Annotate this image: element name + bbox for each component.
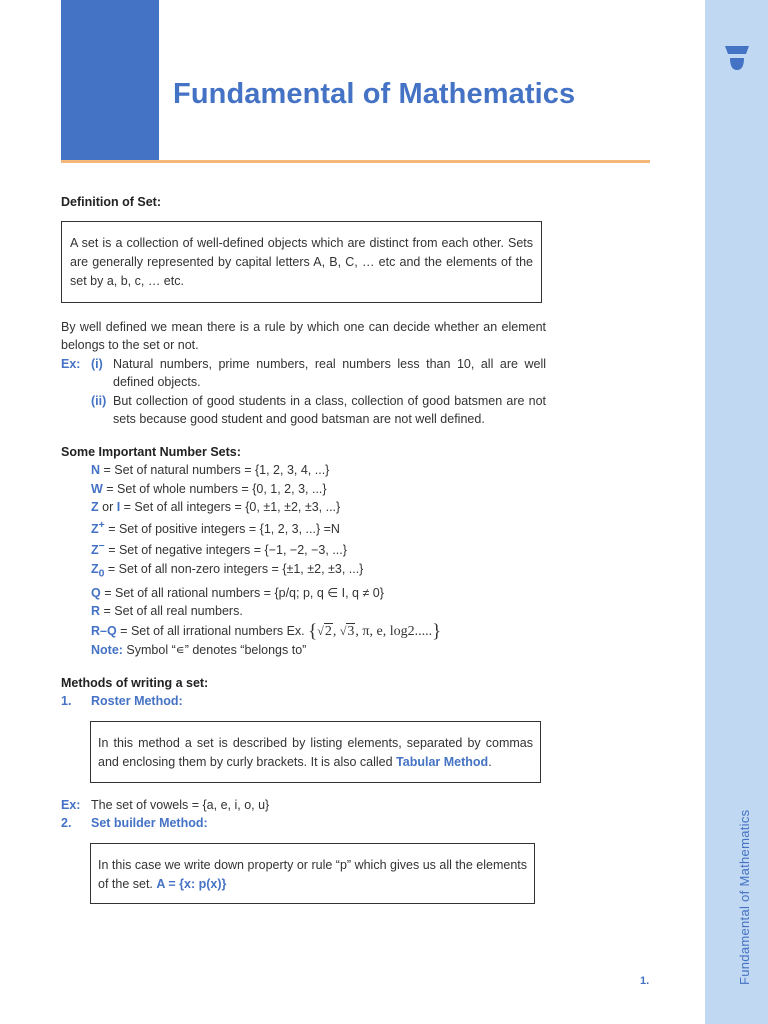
set-item-z-positive: [61, 517, 546, 539]
note-line: [61, 641, 546, 660]
roster-example-row: [61, 796, 546, 815]
example-text: But collection of good students in a class, collection of good batsmen are not sets because good student and good batsman are not well defined.: [113, 393, 546, 426]
page-number: 1.: [640, 975, 650, 987]
brace-open: {: [308, 620, 318, 642]
note-text: Symbol “∊” denotes “belongs to”: [122, 643, 307, 658]
set-or: or: [98, 500, 117, 514]
set-definition: = Set of all non-zero integers = {±1, ±2, ±3, ...}: [104, 561, 364, 576]
sqrt-sign: √: [339, 623, 347, 638]
main-content: [61, 193, 546, 904]
tabular-method-term: Tabular Method: [396, 754, 489, 769]
example-label: Ex:: [61, 356, 81, 371]
set-subscript: 0: [98, 568, 105, 580]
set-symbol: Q: [91, 585, 101, 600]
set-definition: = Set of whole numbers = {0, 1, 2, 3, ...}: [102, 481, 327, 496]
example-marker: (ii): [91, 393, 107, 408]
sqrt-radicand: 3: [347, 623, 355, 639]
set-definition: = Set of negative integers = {−1, −2, −3, ...}: [104, 543, 347, 558]
example-marker: (i): [91, 356, 103, 371]
number-sets-heading: Some Important Number Sets:: [61, 444, 241, 459]
set-builder-method-heading: [61, 814, 546, 833]
set-superscript: −: [98, 541, 105, 553]
method-number: 2.: [61, 816, 72, 831]
side-vertical-title: Fundamental of Mathematics: [737, 809, 752, 985]
definition-box: A set is a collection of well-defined objects which are distinct from each other. Sets are generally represented by capital letters A, B, C, … etc and the elements of the set by a, b, c, … etc.: [61, 221, 542, 303]
title-divider: [61, 160, 650, 163]
set-superscript: +: [98, 519, 105, 531]
math-separator: ,: [332, 623, 340, 639]
example-row-2: [61, 392, 546, 429]
set-item-z-nonzero: [61, 560, 546, 584]
set-item-w: [61, 480, 546, 499]
roster-method-box: [90, 721, 541, 783]
set-symbol: R–Q: [91, 623, 117, 638]
method-number: 1.: [61, 694, 72, 709]
set-item-q: [61, 584, 546, 603]
example-row-1: [61, 355, 546, 392]
definition-heading: Definition of Set:: [61, 195, 161, 209]
example-text: Natural numbers, prime numbers, real numbers less than 10, all are well defined objects.: [113, 356, 546, 389]
set-symbol: Z: [91, 521, 99, 536]
set-symbol: Z: [91, 561, 99, 576]
roster-method-heading: [61, 692, 546, 711]
methods-heading: Methods of writing a set:: [61, 675, 209, 690]
definition-paragraph: By well defined we mean there is a rule by which one can decide whether an element belongs to the set or not.: [61, 319, 546, 352]
sqrt-radicand: 2: [324, 623, 332, 639]
irrational-example: [308, 620, 442, 642]
set-definition: = Set of all integers = {0, ±1, ±2, ±3, ...}: [120, 500, 341, 514]
brace-close: }: [432, 620, 442, 642]
set-definition: = Set of positive integers = {1, 2, 3, ...} =N: [104, 521, 340, 536]
example-label: Ex:: [61, 797, 81, 812]
set-symbol: Z: [91, 543, 99, 558]
roster-box-text: In this method a set is described by listing elements, separated by commas and enclosing them by curly brackets. It is also called: [98, 735, 533, 769]
roster-box-end: .: [488, 754, 492, 769]
sqrt-sign: √: [317, 623, 324, 638]
page-title: Fundamental of Mathematics: [173, 78, 576, 110]
set-symbol-alt: I: [116, 500, 121, 514]
math-rest: , π, e, log2.....: [355, 623, 433, 639]
set-item-r-minus-q: [61, 621, 546, 642]
set-item-z: [61, 498, 546, 517]
note-label: Note:: [91, 643, 123, 658]
set-symbol: Z: [91, 500, 99, 514]
set-builder-method-box: [90, 843, 535, 904]
set-definition: = Set of all irrational numbers Ex.: [116, 623, 309, 638]
set-definition: = Set of all rational numbers = {p/q; p, q ∈ I, q ≠ 0}: [100, 585, 384, 600]
set-symbol: N: [91, 463, 101, 477]
set-builder-notation: A = {x: p(x)}: [156, 876, 227, 891]
unacademy-logo-icon: [725, 46, 749, 72]
header-color-block: [61, 0, 159, 160]
set-item-z-negative: [61, 538, 546, 560]
set-symbol: R: [91, 604, 101, 619]
side-strip: [705, 0, 768, 1024]
method-title: Roster Method:: [91, 694, 183, 709]
set-definition: = Set of all real numbers.: [100, 604, 243, 619]
set-definition: = Set of natural numbers = {1, 2, 3, 4, ...}: [100, 463, 330, 477]
example-text: The set of vowels = {a, e, i, o, u}: [91, 797, 270, 812]
set-builder-box-text: In this case we write down property or rule “p” which gives us all the elements of the set.: [98, 857, 527, 891]
set-item-n: [61, 461, 546, 480]
set-item-r: [61, 602, 546, 621]
set-symbol: W: [91, 481, 103, 496]
method-title: Set builder Method:: [91, 816, 208, 831]
